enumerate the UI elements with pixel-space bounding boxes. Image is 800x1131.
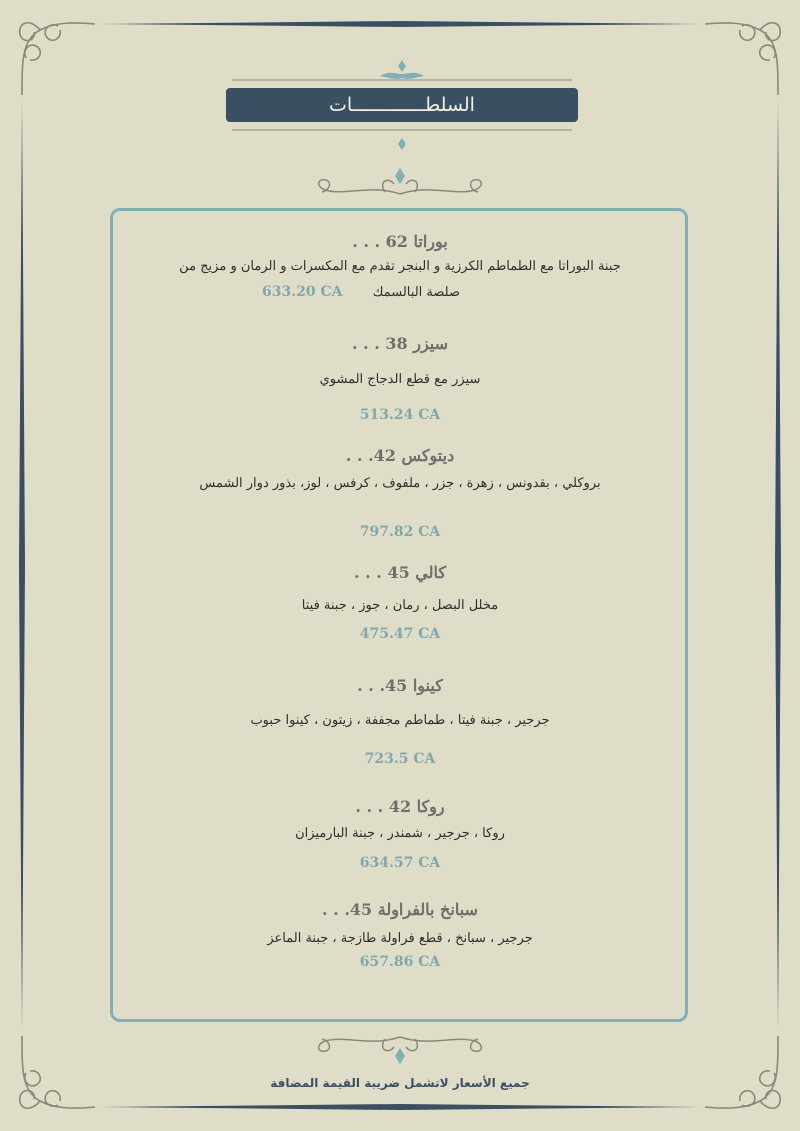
item-title: روكا (416, 797, 445, 816)
item-price: 42. . . (345, 446, 396, 465)
menu-item-description: جرجير ، جبنة فيتا ، طماطم مجففة ، زيتون ، كينوا حبوب (250, 713, 550, 728)
item-title: بوراتا (413, 232, 448, 251)
menu-item-description: جرجير ، سبانخ ، قطع فراولة طازجة ، جبنة الماعز (267, 931, 533, 946)
menu-item-ca-price: 513.24 CA (359, 407, 441, 423)
menu-item-ca-price: 633.20 CA (262, 284, 343, 300)
item-price: 45 . . . (354, 563, 410, 582)
menu-item-ca-price: 797.82 CA (359, 524, 441, 540)
menu-item-ca-price: 723.5 CA (364, 751, 436, 767)
right-border-line (775, 100, 781, 1030)
menu-item-description: جبنة البوراتا مع الطماطم الكرزية و البنجر تقدم مع المكسرات و الرمان و مزيج من (179, 259, 621, 274)
title-ornament-bottom (398, 138, 406, 150)
menu-item-name (110, 446, 690, 465)
menu-item-ca-price: 475.47 CA (359, 626, 441, 642)
vat-footer-note: جميع الأسعار لاتشمل ضريبة القيمة المضافة (270, 1076, 530, 1090)
item-price: 38 . . . (351, 334, 408, 353)
menu-item-name (110, 563, 690, 582)
left-border-line (19, 100, 25, 1030)
item-price: 45. . . (357, 676, 408, 695)
menu-item-description: سيزر مع قطع الدجاج المشوي (319, 372, 481, 387)
menu-item-ca-price: 634.57 CA (359, 855, 441, 871)
item-price: 45. . . (322, 900, 373, 919)
menu-item-name (110, 676, 690, 695)
item-title: سبانخ بالفراولة (377, 900, 478, 919)
section-title-bar (226, 88, 578, 122)
menu-item-name (110, 900, 690, 919)
menu-item-description: بروكلي ، بقدونس ، زهرة ، جزر ، ملفوف ، كرفس ، لوز، بذور دوار الشمس (199, 476, 601, 491)
scroll-ornament-top-center (395, 168, 405, 184)
scroll-ornament-bottom-center (395, 1048, 405, 1064)
item-title: ديتوكس (401, 446, 455, 465)
menu-item-ca-price: 657.86 CA (359, 954, 441, 970)
menu-item-description: مخلل البصل ، رمان ، جوز ، جبنة فيتا (301, 598, 499, 613)
section-title: السلطـــــــــــــات (329, 94, 475, 116)
top-border-line (100, 21, 700, 27)
corner-flourish-top-right (705, 23, 780, 95)
corner-flourish-bottom-right (705, 1036, 780, 1108)
item-price: 62 . . . (352, 232, 408, 251)
corner-flourish-bottom-left (20, 1036, 95, 1108)
menu-item-name (110, 232, 690, 251)
menu-item-description: روكا ، جرجير ، شمندر ، جبنة البارميزان (295, 826, 505, 841)
menu-item-name (110, 334, 690, 353)
corner-flourish-top-left (20, 23, 95, 95)
item-price: 42 . . . (355, 797, 412, 816)
bottom-border-line (100, 1104, 700, 1110)
menu-item-description: صلصة البالسمك (372, 285, 460, 300)
item-title: كينوا (412, 676, 443, 695)
item-title: كالي (415, 563, 446, 582)
item-title: سيزر (413, 334, 449, 353)
title-ornament-top (380, 60, 424, 79)
menu-item-name (110, 797, 690, 816)
